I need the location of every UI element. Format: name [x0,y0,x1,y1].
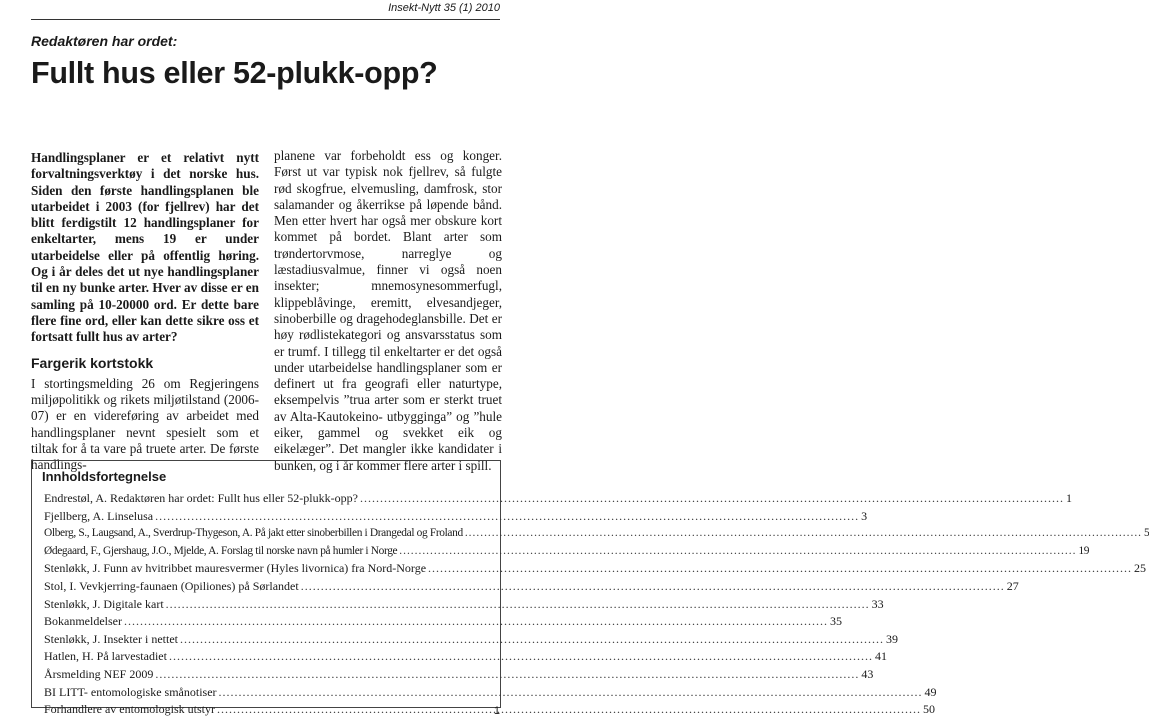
running-header [31,0,500,20]
toc-entry[interactable]: Forhandlere av entomologisk utstyr ..... 50 [44,701,492,719]
page-number: 1 [493,705,500,717]
toc-entry[interactable]: Årsmelding NEF 2009 ..... 43 [44,666,492,684]
toc-entry[interactable]: Hatlen, H. På larvestadiet ..... 41 [44,648,492,666]
table-of-contents [31,460,1149,717]
toc-entry[interactable]: Olberg, S., Laugsand, A., Sverdrup-Thygeson, A. På jakt etter sinoberbillen i Drangedal og Froland ..... 5 [44,525,492,543]
subheading: Fargerik kortstokk [31,354,154,371]
toc-entry[interactable]: Stol, I. Vevkjerring-faunaen (Opiliones) på Sørlandet ..... 27 [44,578,492,596]
section-kicker: Redaktøren har ordet: [31,33,178,49]
toc-entry[interactable]: Bokanmeldelser ..... 35 [44,613,492,631]
toc-title: Innholdsfortegnelse [42,469,167,484]
toc-entry[interactable]: Stenløkk, J. Digitale kart ..... 33 [44,596,492,614]
article-title: Fullt hus eller 52-plukk-opp? [31,56,438,90]
toc-entry[interactable]: Endrestøl, A. Redaktøren har ordet: Fullt hus eller 52-plukk-opp? ..... 1 [44,490,492,508]
toc-entry[interactable]: Fjellberg, A. Linselusa ..... 3 [44,508,492,526]
right-column [274,148,502,474]
journal-issue: Insekt-Nytt 35 (1) 2010 [388,2,500,14]
toc-entry[interactable]: Stenløkk, J. Funn av hvitribbet mauresvermer (Hyles livornica) fra Nord-Norge ..... 25 [44,560,492,578]
lead-paragraph: Handlingsplaner er et relativt nytt forvaltningsverktøy i det norske hus. Siden den første handlingsplanen ble utarbeidet i 2003 (for fjellrev) har det blitt ferdigstilt 12 handlingsplaner for enkeltarter, mens 19 er under utarbeidelse eller på offentlig høring. Og i år deles det ut nye handlingsplaner til en ny bunke arter. Hver av disse er en samling på 10-20000 ord. Er dette bare flere fine ord, eller kan dette sikre oss et fortsatt fullt hus av arter? [31,150,259,345]
left-column [31,150,259,474]
body-paragraph-left: I stortingsmelding 26 om Regjeringens miljøpolitikk og rikets miljøtilstand (2006-07) er en videreføring av arbeidet med handlingsplaner nevnt spesielt som et tiltak for å ta vare på truete arter. De første handlings- [31,375,259,473]
toc-list [40,490,1149,719]
body-paragraph-right: planene var forbeholdt ess og konger. Først ut var typisk nok fjellrev, så fulgte rød skogfrue, elvemusling, damfrosk, stor salamander og åkerrikse på løpende bånd. Men etter hvert har også mer obskure kort kommet på bordet. Blant arter som trøndertorvmose, narreglye og læstadiusvalmue, finner vi også noen insekter; mnemosynesommerfugl, klippeblåvinge, eremitt, elvesandjeger, sinoberbille og dragehodeglansbille. Det er høy rødlistekategori og ansvarsstatus som er trumf. I tillegg til enkeltarter er det også under utarbeidelse handlingsplaner som er definert ut fra geografi eller naturtype, eksempelvis ”trua arter som er sterkt truet av Alta-Kautokeino- utbygginga” og ”hule eiker, gammel og svekket eik og eikelæger”. Det mangler ikke kandidater i bunken, og i år kommer flere arter i spill. [274,148,502,473]
toc-entry[interactable]: Stenløkk, J. Insekter i nettet ..... 39 [44,631,492,649]
toc-entry[interactable]: BI LITT- entomologiske smånotiser ..... 49 [44,684,492,702]
toc-entry[interactable]: Ødegaard, F., Gjershaug, J.O., Mjelde, A. Forslag til norske navn på humler i Norge ..... 19 [44,543,492,561]
